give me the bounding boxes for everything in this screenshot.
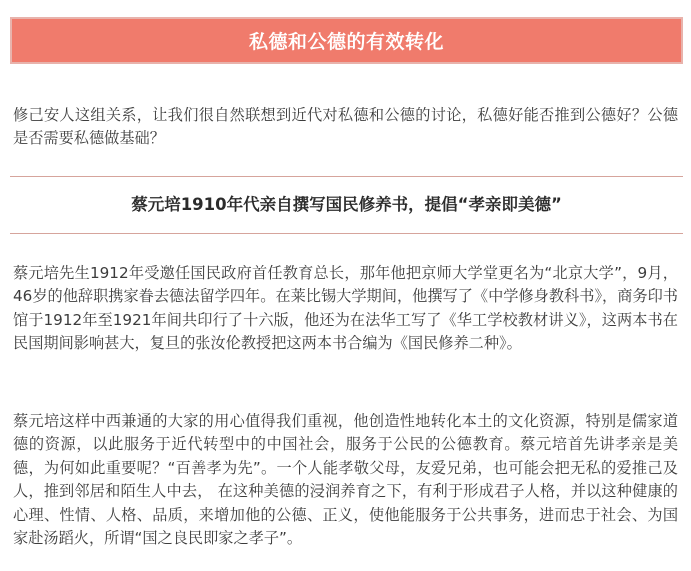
intro-paragraph: 修己安人这组关系，让我们很自然联想到近代对私德和公德的讨论，私德好能否推到公德好？公德是否需要私德做基础？ — [13, 106, 678, 148]
section-divider-top — [10, 176, 683, 177]
banner-title: 私德和公德的有效转化 — [248, 31, 444, 53]
body-paragraph-2: 蔡元培这样中西兼通的大家的用心值得我们重视，他创造性地转化本土的文化资源，特别是儒家道德的资源，以此服务于近代转型中的中国社会，服务于公民的公德教育。蔡元培首先讲孝亲是美德，为何如此重要呢？“百善孝为先”。一个人能孝敬父母，友爱兄弟，也可能会把无私的爱推己及人，推到邻居和陌生人中去， 在这种美德的浸润养育之下，有利于形成君子人格，并以这种健康的心理、性情、人格、品质，来增加他的公德、正义，使他能服务于公共事务，进而忠于社会、为国家赴汤蹈火，所谓“国之良民即家之孝子”。 — [13, 412, 678, 548]
section-divider-bottom — [10, 233, 683, 234]
title-banner — [10, 17, 683, 64]
section-heading: 蔡元培1910年代亲自撰写国民修养书，提倡“孝亲即美德” — [131, 195, 562, 214]
body-paragraph-1: 蔡元培先生1912年受邀任国民政府首任教育总长，那年他把京师大学堂更名为“北京大学”，9月，46岁的他辞职携家眷去德法留学四年。在莱比锡大学期间，他撰写了《中学修身教科书》，商务印书馆于1912年至1921年间共印行了十六版，他还为在法华工写了《华工学校教材讲义》，这两本书在民国期间影响甚大，复旦的张汝伦教授把这两本书合编为《国民修养二种》。 — [13, 264, 678, 353]
